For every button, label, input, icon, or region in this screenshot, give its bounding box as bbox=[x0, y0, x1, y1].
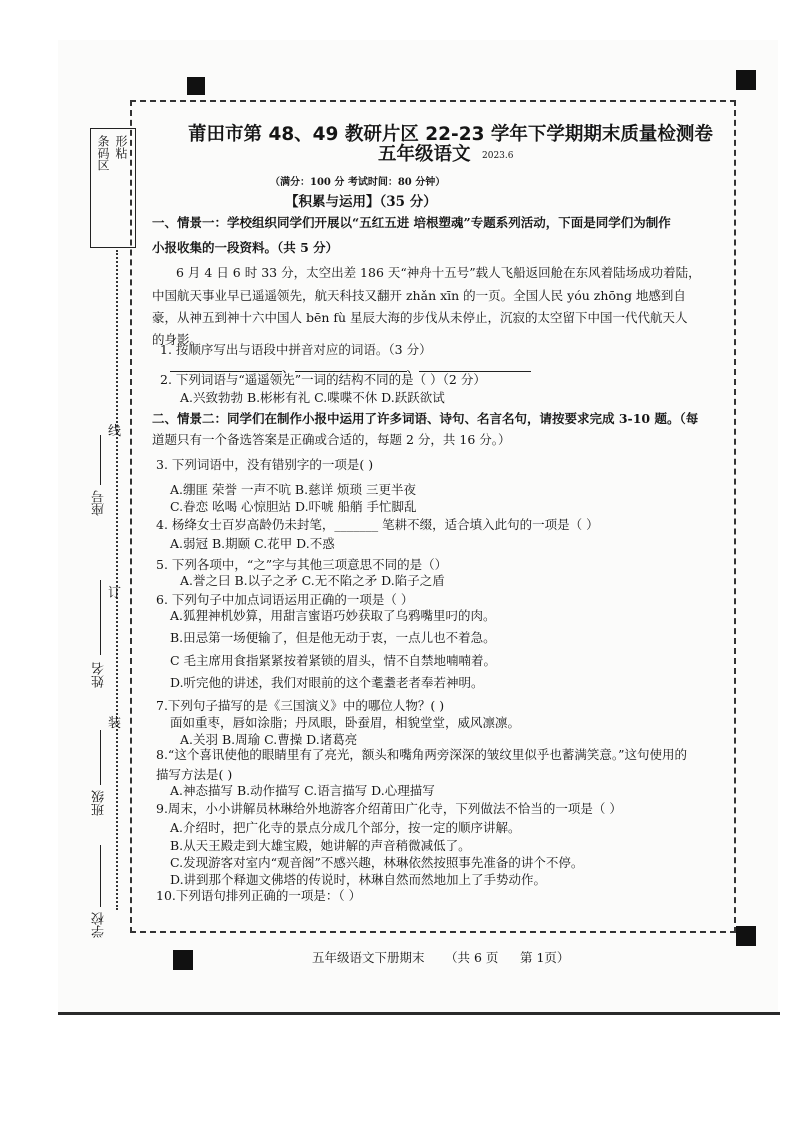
seat-blank bbox=[100, 435, 101, 485]
question-9: 9.周末，小小讲解员林琳给外地游客介绍莆田广化寺，下列做法不恰当的一项是（ ） bbox=[156, 801, 622, 816]
question-3-options: A.绷匪 荣誉 一声不吭 B.慈详 烦琐 三更半夜 bbox=[170, 482, 417, 497]
registration-mark bbox=[736, 70, 756, 90]
barcode-label-col2: 形粘 bbox=[114, 135, 128, 159]
question-7-quote: 面如重枣，唇如涂脂；丹凤眼，卧蚕眉，相貌堂堂，威风凛凛。 bbox=[170, 715, 521, 730]
passage-line: 中国航天事业早已遥遥领先，航天科技又翻开 zhǎn xīn 的一页。全国人民 yóu zhōng 地感到自 bbox=[152, 288, 686, 303]
score-info: （满分：100 分 考试时间：80 分钟） bbox=[270, 177, 446, 188]
seat-label: 座号 bbox=[92, 490, 107, 516]
binding-line bbox=[116, 250, 118, 910]
question-9-option-d: D.讲到那个释迦文佛塔的传说时，林琳自然而然地加上了手势动作。 bbox=[170, 872, 547, 887]
scenario2-heading-cont: 道题只有一个备选答案是正确或合适的，每题 2 分，共 16 分。） bbox=[152, 432, 511, 447]
question-8-options: A.神态描写 B.动作描写 C.语言描写 D.心理描写 bbox=[170, 783, 435, 798]
passage-line: 豪，从神五到神十六中国人 bēn fù 星辰大海的步伐从未停止，沉寂的太空留下中国一代代航天人 bbox=[152, 310, 688, 325]
question-6-option-c: C 毛主席用食指紧紧按着紧锁的眉头，情不自禁地喃喃着。 bbox=[170, 653, 497, 668]
barcode-label-col1: 条码区 bbox=[96, 135, 110, 171]
question-5-options: A.誉之曰 B.以子之矛 C.无不陷之矛 D.陷子之盾 bbox=[180, 573, 445, 588]
footer-total-pages: （共 6 页 bbox=[445, 950, 499, 965]
scenario1-heading: 一、情景一：学校组织同学们开展以“五红五进 培根塑魂”专题系列活动，下面是同学们为制作 bbox=[152, 215, 671, 230]
school-label: 学校 bbox=[92, 912, 107, 938]
question-3: 3. 下列词语中，没有错别字的一项是( ) bbox=[156, 457, 374, 472]
blank-separator: 、 bbox=[282, 360, 295, 375]
exam-subtitle: 五年级语文 bbox=[378, 144, 471, 165]
question-10: 10.下列语句排列正确的一项是：（ ） bbox=[156, 888, 362, 903]
question-3-options: C.眷恋 吆喝 心惊胆站 D.吓唬 船艄 手忙脚乱 bbox=[170, 499, 417, 514]
scenario1-heading-cont: 小报收集的一段资料。（共 5 分） bbox=[152, 240, 339, 255]
question-9-option-b: B.从天王殿走到大雄宝殿，她讲解的声音稍微减低了。 bbox=[170, 838, 471, 853]
name-label: 姓名 bbox=[92, 662, 107, 688]
registration-mark bbox=[173, 950, 193, 970]
scenario2-heading: 二、情景二：同学们在制作小报中运用了许多词语、诗句、名言名句，请按要求完成 3-10 题。（每 bbox=[152, 411, 699, 426]
question-4-options: A.弱冠 B.期颐 C.花甲 D.不惑 bbox=[170, 536, 335, 551]
passage-line: 的身影。 bbox=[152, 332, 203, 347]
binding-label-line: 线 bbox=[108, 424, 122, 439]
question-7-options: A.关羽 B.周瑜 C.曹操 D.诸葛亮 bbox=[180, 732, 358, 747]
question-7: 7.下列句子描写的是《三国演义》中的哪位人物？( ) bbox=[156, 698, 445, 713]
page-bottom-edge bbox=[58, 1012, 780, 1015]
footer-page-number: 第 1页） bbox=[520, 950, 570, 965]
barcode-area bbox=[90, 128, 136, 248]
name-blank bbox=[100, 580, 101, 655]
question-6-option-d: D.听完他的讲述，我们对眼前的这个耄耋老者奉若神明。 bbox=[170, 675, 484, 690]
question-1: 1. 按顺序写出与语段中拼音对应的词语。（3 分） bbox=[160, 342, 432, 357]
question-9-option-a: A.介绍时，把广化寺的景点分成几个部分，按一定的顺序讲解。 bbox=[170, 820, 521, 835]
exam-date: 2023.6 bbox=[482, 151, 514, 161]
question-6-option-b: B.田忌第一场便输了，但是他无动于衷，一点儿也不着急。 bbox=[170, 630, 496, 645]
question-8: 8.“这个喜讯使他的眼睛里有了亮光，额头和嘴角两旁深深的皱纹里似乎也蓄满笑意。”这句使用的 bbox=[156, 747, 687, 762]
question-6-option-a: A.狐狸神机妙算，用甜言蜜语巧妙获取了乌鸦嘴里叼的肉。 bbox=[170, 608, 496, 623]
question-6: 6. 下列句子中加点词语运用正确的一项是（ ） bbox=[156, 592, 414, 607]
question-2-options: A.兴致勃勃 B.彬彬有礼 C.喋喋不休 D.跃跃欲试 bbox=[180, 390, 445, 405]
exam-title: 莆田市第 48、49 教研片区 22-23 学年下学期期末质量检测卷 bbox=[188, 124, 713, 145]
school-blank bbox=[100, 845, 101, 907]
registration-mark bbox=[736, 926, 756, 946]
footer-subject: 五年级语文下册期末 bbox=[312, 950, 425, 965]
binding-label-ding: 订 bbox=[108, 586, 122, 601]
question-4: 4. 杨绛女士百岁高龄仍未封笔，_______ 笔耕不缀，适合填入此句的一项是（ ） bbox=[156, 517, 599, 532]
registration-mark bbox=[187, 77, 205, 95]
blank-separator: 、 bbox=[406, 360, 420, 375]
class-blank bbox=[100, 730, 101, 785]
question-8-cont: 描写方法是( ) bbox=[156, 767, 233, 782]
question-9-option-c: C.发现游客对室内“观音阁”不感兴趣，林琳依然按照事先准备的讲个不停。 bbox=[170, 855, 584, 870]
section-title: 【积累与运用】（35 分） bbox=[285, 194, 437, 210]
passage-line: 6 月 4 日 6 时 33 分，太空出差 186 天“神舟十五号”载人飞船返回舱在东风着陆场成功着陆， bbox=[176, 265, 701, 280]
question-2: 2. 下列词语与“遥遥领先”一词的结构不同的是（ ）（2 分） bbox=[160, 372, 486, 387]
binding-label-zhuang: 装 bbox=[108, 716, 122, 731]
question-5: 5. 下列各项中，“之”字与其他三项意思不同的是（） bbox=[156, 557, 448, 572]
class-label: 班级 bbox=[92, 790, 107, 816]
